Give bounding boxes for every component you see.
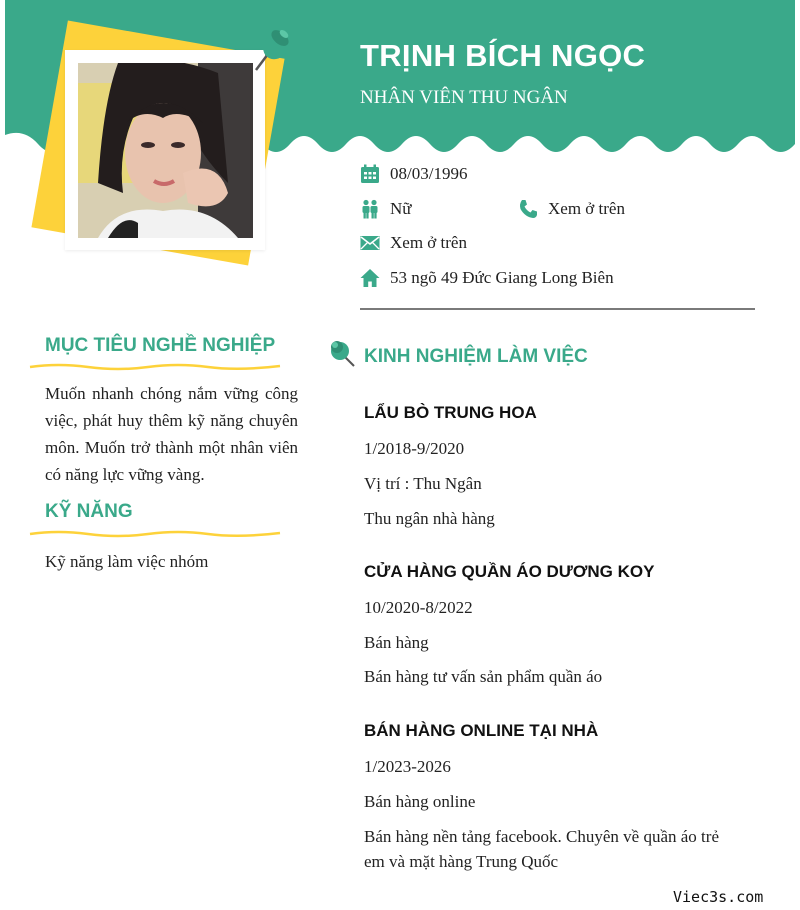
objective-underline — [28, 362, 282, 372]
job-period: 1/2018-9/2020 — [364, 439, 465, 458]
address-row — [360, 268, 614, 288]
job-role: Bán hàng — [364, 633, 429, 652]
job-period: 10/2020-8/2022 — [364, 598, 473, 617]
gender-row — [360, 199, 412, 219]
job-description: Bán hàng tư vấn sản phẩm quần áo — [364, 667, 603, 686]
phone-value: Xem ở trên — [548, 199, 625, 218]
job-company: LẨU BÒ TRUNG HOA — [364, 403, 537, 422]
pushpin-icon — [328, 338, 356, 368]
objective-text: Muốn nhanh chóng nắm vững công việc, phát huy thêm kỹ năng chuyên môn. Muốn trở thành một nhân viên có năng lực vững vàng. — [45, 384, 298, 484]
experience-heading: KINH NGHIỆM LÀM VIỆC — [364, 346, 588, 367]
phone-row — [518, 199, 625, 219]
birthday-row — [360, 164, 467, 184]
home-icon — [360, 268, 380, 288]
skills-heading: KỸ NĂNG — [45, 501, 133, 522]
job-description: Thu ngân nhà hàng — [364, 509, 495, 528]
email-row — [360, 233, 467, 253]
email-value: Xem ở trên — [390, 233, 467, 252]
contact-divider — [360, 308, 755, 310]
job-role: Bán hàng online — [364, 792, 476, 811]
envelope-icon — [360, 233, 380, 253]
job-description: Bán hàng nền tảng facebook. Chuyên về quần áo trẻ em và mặt hàng Trung Quốc — [364, 827, 719, 871]
job-company: CỬA HÀNG QUẦN ÁO DƯƠNG KOY — [364, 562, 655, 581]
job-company: BÁN HÀNG ONLINE TẠI NHÀ — [364, 721, 599, 740]
address-value: 53 ngõ 49 Đức Giang Long Biên — [390, 268, 614, 287]
skill-item: Kỹ năng làm việc nhóm — [45, 552, 209, 571]
gender-value: Nữ — [390, 199, 412, 218]
avatar — [78, 63, 253, 238]
job-title: NHÂN VIÊN THU NGÂN — [360, 87, 568, 108]
calendar-icon — [360, 164, 380, 184]
pushpin-icon — [250, 24, 294, 74]
photo-frame — [65, 50, 265, 250]
candidate-name: TRỊNH BÍCH NGỌC — [360, 38, 646, 73]
birthday-value: 08/03/1996 — [390, 164, 468, 183]
phone-icon — [518, 199, 538, 219]
skills-underline — [28, 529, 282, 539]
people-icon — [360, 199, 380, 219]
job-period: 1/2023-2026 — [364, 757, 451, 776]
site-watermark: Viec3s.com — [673, 888, 764, 906]
job-role: Vị trí : Thu Ngân — [364, 474, 482, 493]
objective-heading: MỤC TIÊU NGHỀ NGHIỆP — [45, 335, 276, 356]
